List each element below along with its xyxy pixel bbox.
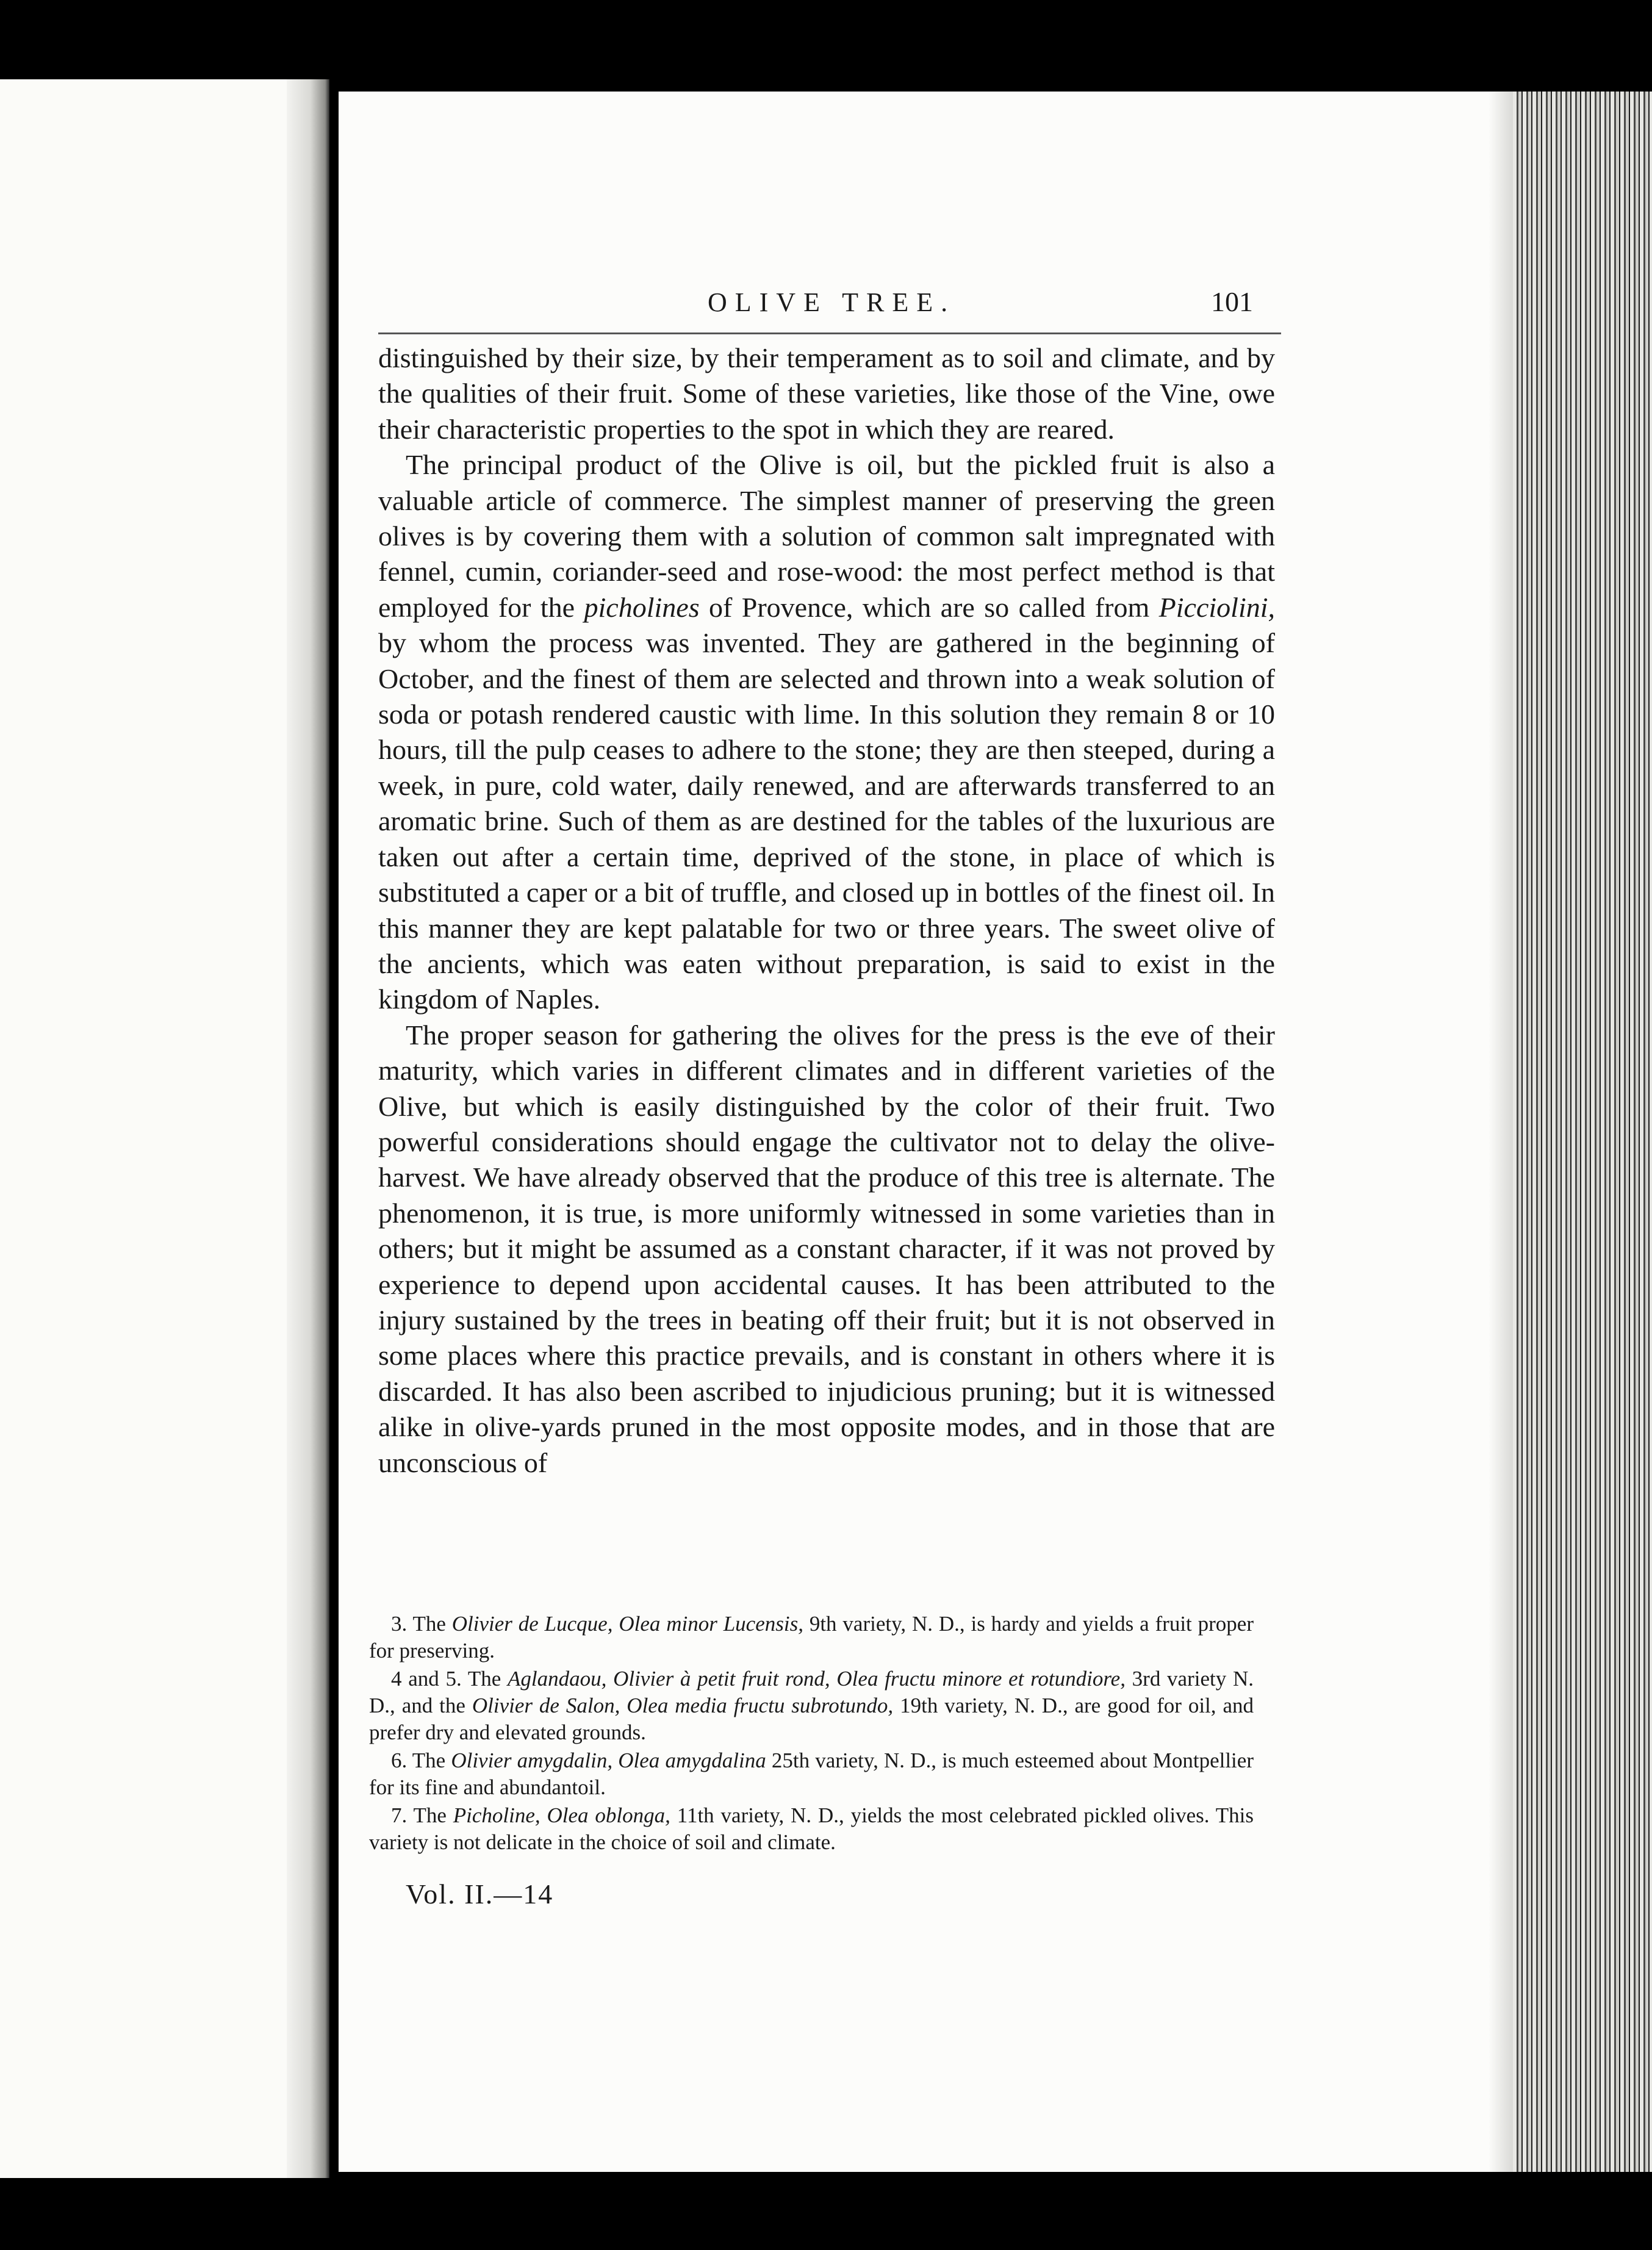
left-page <box>0 79 317 2178</box>
italic-term: Picholine, Olea oblonga, <box>453 1803 670 1827</box>
text-run: 19th variety, N. D., are good for oil, and prefer dry and elevated grounds. <box>369 1694 1254 1744</box>
italic-term: Aglandaou, Olivier à petit fruit rond, Olea fructu minore et rotundiore, <box>507 1667 1126 1691</box>
header-rule <box>378 332 1281 334</box>
paragraph: distinguished by their size, by their temperament as to soil and climate, and by the qualities of their fruit. Some of these varieties, like those of the Vine, owe their characteristic properties to the spot in which they are reared. <box>378 342 1275 445</box>
footnotes <box>369 1611 1254 1857</box>
footnote-4-5 <box>369 1666 1254 1746</box>
footnote-6 <box>369 1747 1254 1801</box>
left-page-gutter <box>287 79 329 2178</box>
text-run: 11th variety, N. D., yields the most celebrated pickled olives. This variety is not delicate in the choice of soil and climate. <box>369 1803 1254 1854</box>
italic-term: Olivier de Salon, Olea media fructu subrotundo, <box>472 1694 894 1717</box>
italic-term: Olivier amygdalin, Olea amygdalina <box>451 1749 766 1772</box>
text-run: 9th variety, N. D., is hardy and yields a fruit proper for preserving. <box>369 1612 1254 1662</box>
italic-term: picholines <box>584 591 700 623</box>
text-run: 7. The <box>391 1803 453 1827</box>
text-run: of Provence, which are so called from <box>699 591 1159 623</box>
text-run: 6. The <box>391 1749 451 1772</box>
text-run: 3rd variety N. D., and the <box>369 1667 1254 1717</box>
text-run: The principal product of the Olive is oil, but the pickled fruit is also a valuable article of commerce. The simplest manner of preserving the green olives is by covering them with a solution of common salt impregnated with fennel, cumin, coriander-seed and rose-wood: the most perfect method is that employed for the <box>378 449 1275 623</box>
paragraph: The proper season for gathering the olives for the press is the eve of their maturity, which varies in different climates and in different varieties of the Olive, but which is easily distinguished by the color of their fruit. Two powerful considerations should engage the cultivator not to delay the olive-harvest. We have already observed that the produce of this tree is alternate. The phenomenon, it is true, is more uniformly witnessed in some varieties than in others; but it might be assumed as a constant character, if it was not proved by experience to depend upon accidental causes. It has been attributed to the injury sustained by the trees in beating off their fruit; but it is not observed in some places where this practice prevails, and is constant in others where it is discarded. It has also been ascribed to injudicious pruning; but it is witnessed alike in olive-yards pruned in the most opposite modes, and in those that are unconscious of <box>378 1019 1275 1478</box>
text-run: 25th variety, N. D., is much esteemed about Montpellier for its fine and abundantoil. <box>369 1749 1254 1799</box>
paragraph <box>378 447 1275 1018</box>
text-run: 3. The <box>391 1612 452 1636</box>
signature-mark: Vol. II.—14 <box>406 1878 554 1910</box>
footnote-3 <box>369 1611 1254 1664</box>
italic-term: Picciolini, <box>1158 591 1276 623</box>
book-page-edges <box>1513 92 1652 2172</box>
text-run: by whom the process was invented. They are gathered in the beginning of October, and the finest of them are selected and thrown into a weak solution of soda or potash rendered caustic with lime. In this solution they remain 8 or 10 hours, till the pulp ceases to adhere to the stone; they are then steeped, during a week, in pure, cold water, daily renewed, and are afterwards transferred to an aromatic brine. Such of them as are destined for the tables of the luxurious are taken out after a certain time, deprived of the stone, in place of which is substituted a caper or a bit of truffle, and closed up in bottles of the finest oil. In this manner they are kept palatable for two or three years. The sweet olive of the ancients, which was eaten without preparation, is said to exist in the kingdom of Naples. <box>378 627 1275 1015</box>
text-run: 4 and 5. The <box>391 1667 508 1691</box>
italic-term: Olivier de Lucque, Olea minor Lucensis, <box>451 1612 803 1636</box>
body-text <box>378 340 1275 1481</box>
page-number: 101 <box>1211 286 1253 317</box>
running-head: OLIVE TREE. <box>708 287 956 317</box>
footnote-7 <box>369 1802 1254 1856</box>
